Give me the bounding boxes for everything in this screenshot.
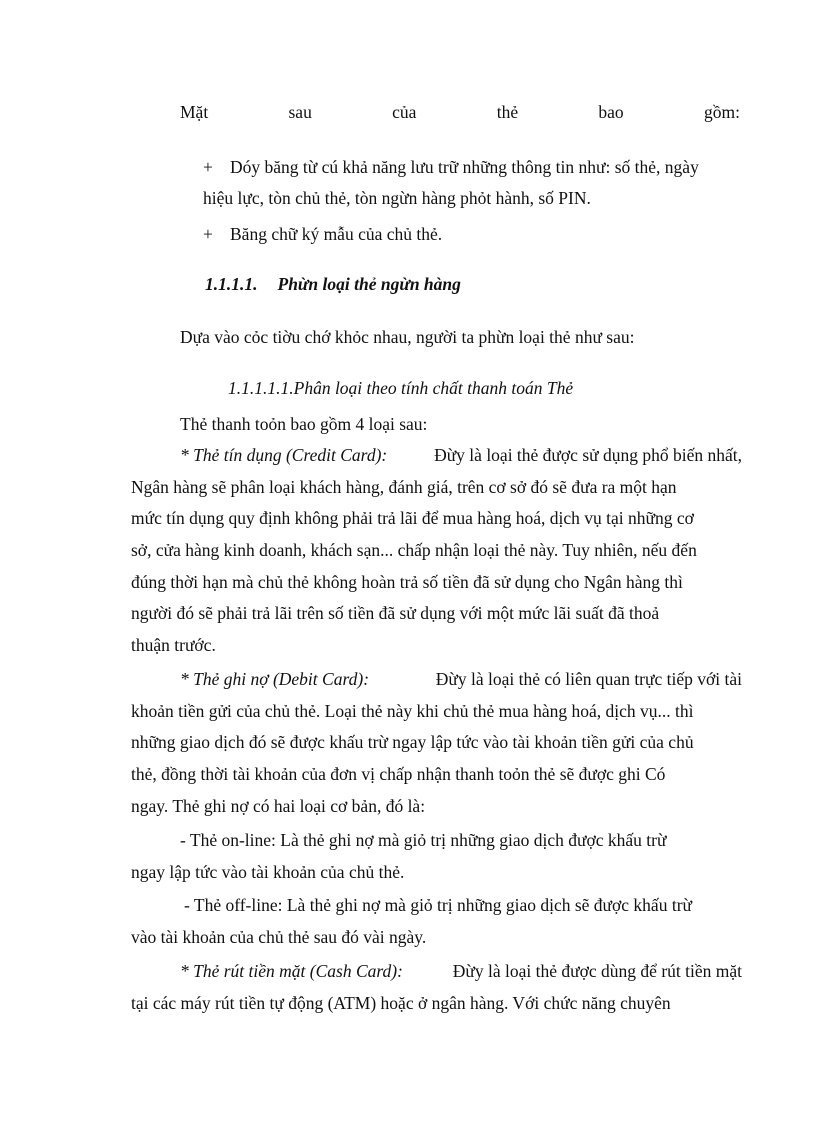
cash-first-line [180,960,742,982]
debit-line: những giao dịch đó sẽ được khấu trừ ngay lập tức vào tài khoản tiền gửi của chủ [131,732,694,752]
section-title: Phừn loại thẻ ngừn hàng [277,274,461,294]
classify-intro: Dựa vào cỏc tiờu chớ khỏc nhau, người ta phừn loại thẻ như sau: [180,327,635,347]
section-heading [205,273,461,295]
intro-word: thẻ [496,102,519,122]
offline-line: - Thẻ off-line: Là thẻ ghi nợ mà giỏ trị những giao dịch sẽ được khấu trừ [184,895,693,915]
intro-word: Mặt [180,102,209,122]
debit-first-text: Đừy là loại thẻ có liên quan trực tiếp với tài [435,669,742,689]
credit-line: đúng thời hạn mà chủ thẻ không hoàn trả số tiền đã sử dụng cho Ngân hàng thì [131,572,683,592]
credit-line: người đó sẽ phải trả lãi trên số tiền đã sử dụng với một mức lãi suất đã thoả [131,603,660,623]
debit-first-line [180,668,742,690]
debit-label: * Thẻ ghi nợ (Debit Card): [180,669,370,689]
cash-label: * Thẻ rút tiền mặt (Cash Card): [180,961,403,981]
bullet-text: hiệu lực, tòn chủ thẻ, tòn ngừn hàng phỏt hành, số PIN. [203,188,591,208]
intro-word: sau [288,102,312,122]
offline-last-line: vào tài khoản của chủ thẻ sau đó vài ngày. [131,927,427,947]
credit-first-text: Đừy là loại thẻ được sử dụng phổ biến nhất, [434,445,742,465]
credit-first-line [180,444,742,466]
debit-line: thẻ, đồng thời tài khoản của đơn vị chấp nhận thanh toỏn thẻ sẽ được ghi Có [131,764,666,784]
online-last-line: ngay lập tức vào tài khoản của chủ thẻ. [131,862,405,882]
credit-line: Ngân hàng sẽ phân loại khách hàng, đánh giá, trên cơ sở đó sẽ đưa ra một hạn [131,477,677,497]
online-line: - Thẻ on-line: Là thẻ ghi nợ mà giỏ trị những giao dịch được khấu trừ [180,830,667,850]
bullet-marker: + [203,157,213,177]
bullet-text: Dóy băng từ cú khả năng lưu trữ những thông tin như: số thẻ, ngày [230,157,699,177]
bullet-text: Băng chữ ký mẫu của chủ thẻ. [230,224,443,244]
debit-line: khoản tiền gửi của chủ thẻ. Loại thẻ này khi chủ thẻ mua hàng hoá, dịch vụ... thì [131,701,694,721]
types-intro: Thẻ thanh toỏn bao gồm 4 loại sau: [180,414,428,434]
intro-word: bao [598,102,624,122]
debit-last-line: ngay. Thẻ ghi nợ có hai loại cơ bản, đó là: [131,796,426,816]
credit-last-line: thuận trước. [131,635,216,655]
credit-line: sở, cửa hàng kinh doanh, khách sạn... chấp nhận loại thẻ này. Tuy nhiên, nếu đến [131,540,697,560]
cash-line: tại các máy rút tiền tự động (ATM) hoặc ở ngân hàng. Với chức năng chuyên [131,993,671,1013]
bullet-marker: + [203,224,213,244]
cash-first-text: Đừy là loại thẻ được dùng để rút tiền mặt [452,961,742,981]
intro-line [180,101,740,123]
credit-label: * Thẻ tín dụng (Credit Card): [180,445,388,465]
intro-word: gồm: [703,102,740,122]
credit-line: mức tín dụng quy định không phải trả lãi để mua hàng hoá, dịch vụ tại những cơ [131,508,694,528]
section-number: 1.1.1.1. [205,274,258,294]
subheading: 1.1.1.1.1.Phân loại theo tính chất thanh toán Thẻ [228,378,574,398]
intro-word: của [392,102,417,122]
